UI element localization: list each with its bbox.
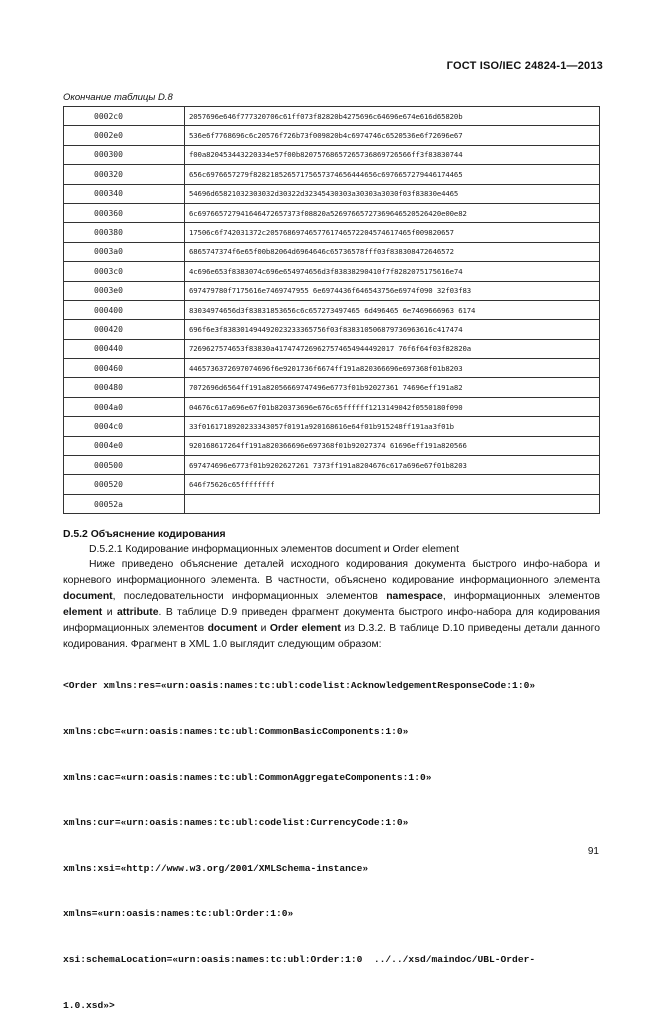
table-row — [64, 436, 600, 455]
row-address: 000420 — [64, 320, 185, 339]
code-line: 1.0.xsd»> — [63, 999, 115, 1011]
standard-header: ГОСТ ISO/IEC 24824-1—2013 — [446, 60, 603, 72]
page-number: 91 — [587, 846, 599, 857]
table-row — [64, 359, 600, 378]
kw-attribute: attribute — [116, 607, 159, 618]
row-hex-data: 2057696e646f777320706c61ff073f82820b4275696c64696e674e616d65820b — [185, 107, 600, 126]
code-line: <Order xmlns:res=«urn:oasis:names:tc:ubl:codelist:AcknowledgementResponseCode:1:0» — [63, 680, 536, 692]
code-line: xmlns:xsi=«http://www.w3.org/2001/XMLSchema-instance» — [63, 862, 369, 874]
table-row — [64, 475, 600, 494]
kw-document-2: document — [207, 623, 258, 634]
row-hex-data: 920168617264ff191a820366696e697368f01b92027374 61696eff191a820566 — [185, 436, 600, 455]
table-row — [64, 397, 600, 416]
table-row — [64, 107, 600, 126]
row-address: 000320 — [64, 165, 185, 184]
row-address: 0004a0 — [64, 397, 185, 416]
kw-order-element: Order element — [269, 623, 341, 634]
row-hex-data: f00a820453443220334e57f00b82075768657265736869726566ff3f83830744 — [185, 145, 600, 164]
row-address: 0003c0 — [64, 262, 185, 281]
row-hex-data: 33f0161718920233343057f0191a920168616e64f01b915248ff191aa3f01b — [185, 417, 600, 436]
code-line: xsi:schemaLocation=«urn:oasis:names:tc:ubl:Order:1:0 ../../xsd/maindoc/UBL-Order- — [63, 954, 536, 966]
row-address: 000340 — [64, 184, 185, 203]
row-address: 0002c0 — [64, 107, 185, 126]
row-address: 000440 — [64, 339, 185, 358]
row-hex-data: 697479780f7175616e7469747955 6e6974436f646543756e6974f090 32f03f83 — [185, 281, 600, 300]
row-address: 000360 — [64, 203, 185, 222]
row-address: 0003e0 — [64, 281, 185, 300]
table-row — [64, 320, 600, 339]
row-address: 000380 — [64, 223, 185, 242]
table-row — [64, 281, 600, 300]
code-line: xmlns:cur=«urn:oasis:names:tc:ubl:codelist:CurrencyCode:1:0» — [63, 817, 409, 829]
row-address: 00052a — [64, 494, 185, 513]
table-row — [64, 300, 600, 319]
row-hex-data: 04676c617a696e67f01b820373696e676c65ffffff1213149042f0550180f090 — [185, 397, 600, 416]
code-line: xmlns:cbc=«urn:oasis:names:tc:ubl:CommonBasicComponents:1:0» — [63, 726, 409, 738]
table-row — [64, 378, 600, 397]
row-hex-data — [185, 494, 600, 513]
kw-namespace: namespace — [386, 591, 443, 602]
row-address: 000500 — [64, 456, 185, 475]
table-row — [64, 242, 600, 261]
row-address: 000520 — [64, 475, 185, 494]
row-hex-data: 6c697665727941646472657373f08820a52697665727369646520526420e00e82 — [185, 203, 600, 222]
section-title: D.5.2 Объяснение кодирования — [63, 529, 226, 540]
table-row — [64, 494, 600, 513]
table-row — [64, 339, 600, 358]
table-row — [64, 456, 600, 475]
table-row — [64, 184, 600, 203]
row-address: 000480 — [64, 378, 185, 397]
row-hex-data: 17506c6f742031372c2057686974657761746572204574617465f009820657 — [185, 223, 600, 242]
row-hex-data: 7269627574653f83830a4174747269627574654944492017 76f6f64f03f82820a — [185, 339, 600, 358]
row-address: 0002e0 — [64, 126, 185, 145]
table-row — [64, 223, 600, 242]
row-hex-data: 4c696e653f8383074c696e654974656d3f83838290410f7f8282075175616e74 — [185, 262, 600, 281]
subsection-title: D.5.2.1 Кодирование информационных элементов document и Order element — [89, 544, 459, 555]
row-address: 000300 — [64, 145, 185, 164]
row-hex-data: 6865747374f6e65f00b82064d6964646c65736578fff03f838308472646572 — [185, 242, 600, 261]
code-line: xmlns=«urn:oasis:names:tc:ubl:Order:1:0» — [63, 908, 294, 920]
explanation-paragraph: Ниже приведено объяснение деталей исходного кодирования документа быстрого инфо-набора и корневого информационного элемента. В частности, объяснено кодирование информационного элемента document, последовательности информационных элементов namespace, информационных элементов element и attribute. В таблице D.9 приведен фрагмент документа быстрого инфо-набора для кодирования информационных элементов document и Order element из D.3.2. В таблице D.10 приведены детали данного кодирования. Фрагмент в XML 1.0 выглядит следующим образом: — [63, 559, 600, 650]
row-hex-data: 646f75626c65ffffffff — [185, 475, 600, 494]
table-caption: Окончание таблицы D.8 — [63, 92, 173, 103]
row-hex-data: 7072696d6564ff191a82056669747496e6773f01b92027361 74696eff191a82 — [185, 378, 600, 397]
row-hex-data: 696f6e3f838301494492023233365756f03f838310506879736963616c417474 — [185, 320, 600, 339]
kw-document: document — [63, 591, 113, 602]
row-hex-data: 697474696e6773f01b9202627261 7373ff191a8204676c617a696e67f01b8203 — [185, 456, 600, 475]
row-address: 0004e0 — [64, 436, 185, 455]
row-hex-data: 4465736372697074696f6e9201736f6674ff191a820366696e697368f01b8203 — [185, 359, 600, 378]
kw-element: element — [63, 607, 103, 618]
table-row — [64, 262, 600, 281]
row-hex-data: 536e6f7768696c6c20576f726b73f009820b4c6974746c6520536e6f72696e67 — [185, 126, 600, 145]
code-line: xmlns:cac=«urn:oasis:names:tc:ubl:CommonAggregateComponents:1:0» — [63, 771, 432, 783]
table-row — [64, 165, 600, 184]
row-hex-data: 656c6976657279f82821852657175657374656444656c6976657279446174465 — [185, 165, 600, 184]
table-row — [64, 417, 600, 436]
row-hex-data: 83034974656d3f83831853656c6c657273497465 6d496465 6e7469666963 6174 — [185, 300, 600, 319]
table-row — [64, 203, 600, 222]
table-row — [64, 145, 600, 164]
row-address: 000400 — [64, 300, 185, 319]
row-hex-data: 54696d65821032303032d30322d32345430303a30303a3030f03f83830e4465 — [185, 184, 600, 203]
row-address: 0003a0 — [64, 242, 185, 261]
row-address: 000460 — [64, 359, 185, 378]
xml-code-block — [63, 648, 535, 1028]
table-row — [64, 126, 600, 145]
row-address: 0004c0 — [64, 417, 185, 436]
hex-dump-table — [63, 106, 600, 514]
